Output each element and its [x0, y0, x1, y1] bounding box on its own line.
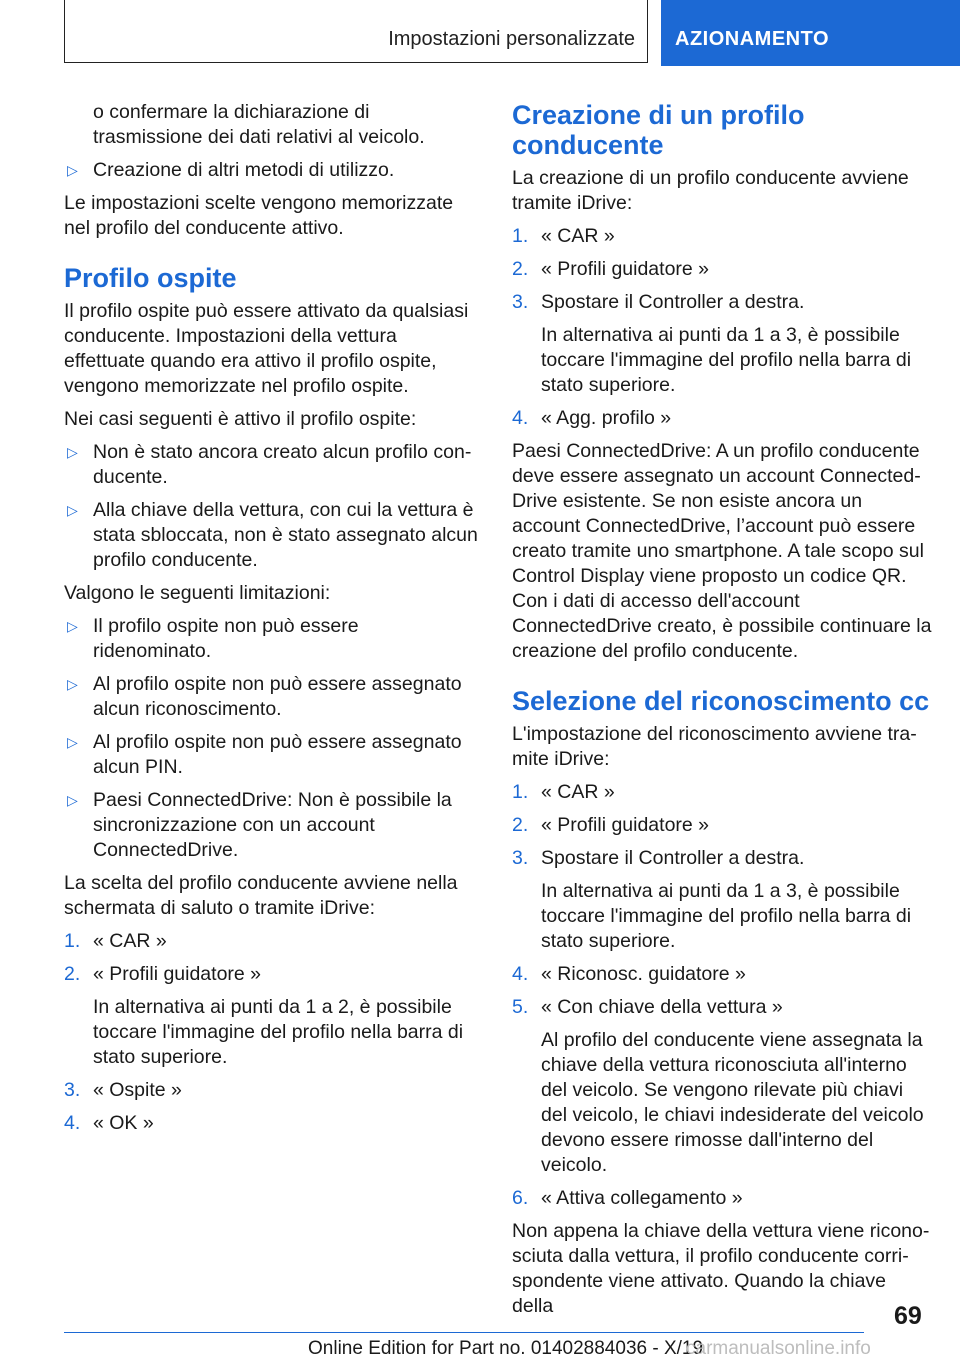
- footer-divider: [64, 1332, 864, 1333]
- step-number: 2.: [64, 963, 81, 985]
- list-item: ▷ Al profilo ospite non può essere assegnato alcun riconoscimento.: [67, 673, 462, 720]
- section-title-box: [64, 0, 648, 63]
- step-number: 1.: [64, 930, 81, 952]
- step-number: 4.: [512, 407, 529, 429]
- step-number: 4.: [64, 1112, 81, 1134]
- chapter-title: AZIONAMENTO: [675, 28, 830, 50]
- list-item: ▷ Creazione di altri metodi di utilizzo.: [67, 159, 395, 181]
- step-number: 1.: [512, 781, 529, 803]
- heading-creazione-profilo: Creazione di un profilo conducente: [512, 100, 805, 160]
- step-item: 3. « Ospite »: [64, 1079, 182, 1101]
- step-note: In alternativa ai punti da 1 a 3, è possibile toccare l'immagine del profilo nella barra di stato superiore.: [541, 880, 912, 952]
- paragraph: Il profilo ospite può essere attivato da qualsiasi conducente. Impostazioni della vettura effettuate quando era attivo il profilo ospite, vengono memorizzate nel profilo ospite.: [64, 300, 469, 397]
- step-item: 3. Spostare il Controller a destra.: [512, 291, 805, 313]
- paragraph: Valgono le seguenti limitazioni:: [64, 582, 331, 604]
- right-column: [512, 100, 932, 1327]
- list-item: ▷ Il profilo ospite non può essere ridenominato.: [67, 615, 359, 662]
- heading-selezione-riconoscimento: Selezione del riconoscimento cc: [512, 686, 930, 716]
- step-note: In alternativa ai punti da 1 a 3, è possibile toccare l'immagine del profilo nella barra di stato superiore.: [541, 324, 912, 396]
- heading-profilo-ospite: Profilo ospite: [64, 263, 237, 293]
- step-item: 1. « CAR »: [64, 930, 167, 952]
- step-note: Al profilo del conducente viene assegnata la chiave della vettura riconosciuta all'interno del veicolo. Se vengono rilevate più chiavi del veicolo, le chiavi indesiderate del veicolo devono essere rimosse dall'interno del veicolo.: [541, 1029, 924, 1176]
- page-header: [64, 0, 960, 66]
- step-number: 3.: [512, 847, 529, 869]
- step-item: 1. « CAR »: [512, 781, 615, 803]
- step-item: 2. « Profili guidatore »: [64, 963, 262, 985]
- list-item: ▷ Non è stato ancora creato alcun profilo conducente.: [67, 441, 472, 488]
- page-number: 69: [894, 1302, 922, 1330]
- step-number: 5.: [512, 996, 529, 1018]
- step-item: 2. « Profili guidatore »: [512, 814, 710, 836]
- edition-text: Online Edition for Part no. 01402884036 - X/19: [308, 1338, 704, 1359]
- paragraph: La scelta del profilo conducente avviene nella schermata di saluto o tramite iDrive:: [64, 872, 458, 919]
- step-item: 5. « Con chiave della vettura »: [512, 996, 783, 1018]
- step-item: 3. Spostare il Controller a destra.: [512, 847, 805, 869]
- step-number: 6.: [512, 1187, 529, 1209]
- step-note: In alternativa ai punti da 1 a 2, è possibile toccare l'immagine del profilo nella barra di stato superiore.: [93, 996, 464, 1068]
- list-item: ▷ Alla chiave della vettura, con cui la vettura è stata sbloccata, non è stato assegnato alcun profilo conducente.: [67, 499, 478, 571]
- left-column: [64, 100, 480, 1144]
- triangle-bullet-icon: ▷: [67, 502, 78, 518]
- triangle-bullet-icon: ▷: [67, 734, 78, 750]
- step-item: 1. « CAR »: [512, 225, 615, 247]
- step-number: 2.: [512, 814, 529, 836]
- paragraph: L'impostazione del riconoscimento avviene tramite iDrive:: [512, 723, 917, 770]
- list-item: ▷ Paesi ConnectedDrive: Non è possibile la sincronizzazione con un account ConnectedDrive.: [67, 789, 452, 861]
- paragraph: Paesi ConnectedDrive: A un profilo conducente deve essere assegnato un account ConnectedDrive esistente. Se non esiste ancora un account ConnectedDrive, l’account può essere creato tramite uno smartphone. A tale scopo sul Control Display viene proposto un codice QR. Con i dati di accesso dell'account ConnectedDrive creato, è possibile continuare la creazione del profilo conducente.: [512, 440, 932, 662]
- paragraph: Non appena la chiave della vettura viene riconosciuta dalla vettura, il profilo conducente corrispondente viene attivato. Quando la chiave della: [512, 1220, 930, 1317]
- triangle-bullet-icon: ▷: [67, 444, 78, 460]
- triangle-bullet-icon: ▷: [67, 618, 78, 634]
- paragraph: Nei casi seguenti è attivo il profilo ospite:: [64, 408, 417, 430]
- continued-bullet-text: o confermare la dichiarazione di trasmissione dei dati relativi al veicolo.: [93, 101, 425, 148]
- step-number: 2.: [512, 258, 529, 280]
- triangle-bullet-icon: ▷: [67, 676, 78, 692]
- triangle-bullet-icon: ▷: [67, 162, 78, 178]
- triangle-bullet-icon: ▷: [67, 792, 78, 808]
- step-item: 4. « OK »: [64, 1112, 154, 1134]
- chapter-tab: [661, 0, 960, 66]
- step-item: 6. « Attiva collegamento »: [512, 1187, 743, 1209]
- step-item: 4. « Riconosc. guidatore »: [512, 963, 746, 985]
- step-item: 2. « Profili guidatore »: [512, 258, 710, 280]
- step-item: 4. « Agg. profilo »: [512, 407, 672, 429]
- paragraph: Le impostazioni scelte vengono memorizzate nel profilo del conducente attivo.: [64, 192, 454, 239]
- list-item: ▷ Al profilo ospite non può essere assegnato alcun PIN.: [67, 731, 462, 778]
- step-number: 3.: [512, 291, 529, 313]
- section-title: Impostazioni personalizzate: [388, 28, 635, 50]
- step-number: 3.: [64, 1079, 81, 1101]
- watermark: carmanualsonline.info: [686, 1338, 871, 1359]
- step-number: 1.: [512, 225, 529, 247]
- step-number: 4.: [512, 963, 529, 985]
- paragraph: La creazione di un profilo conducente avviene tramite iDrive:: [512, 167, 909, 214]
